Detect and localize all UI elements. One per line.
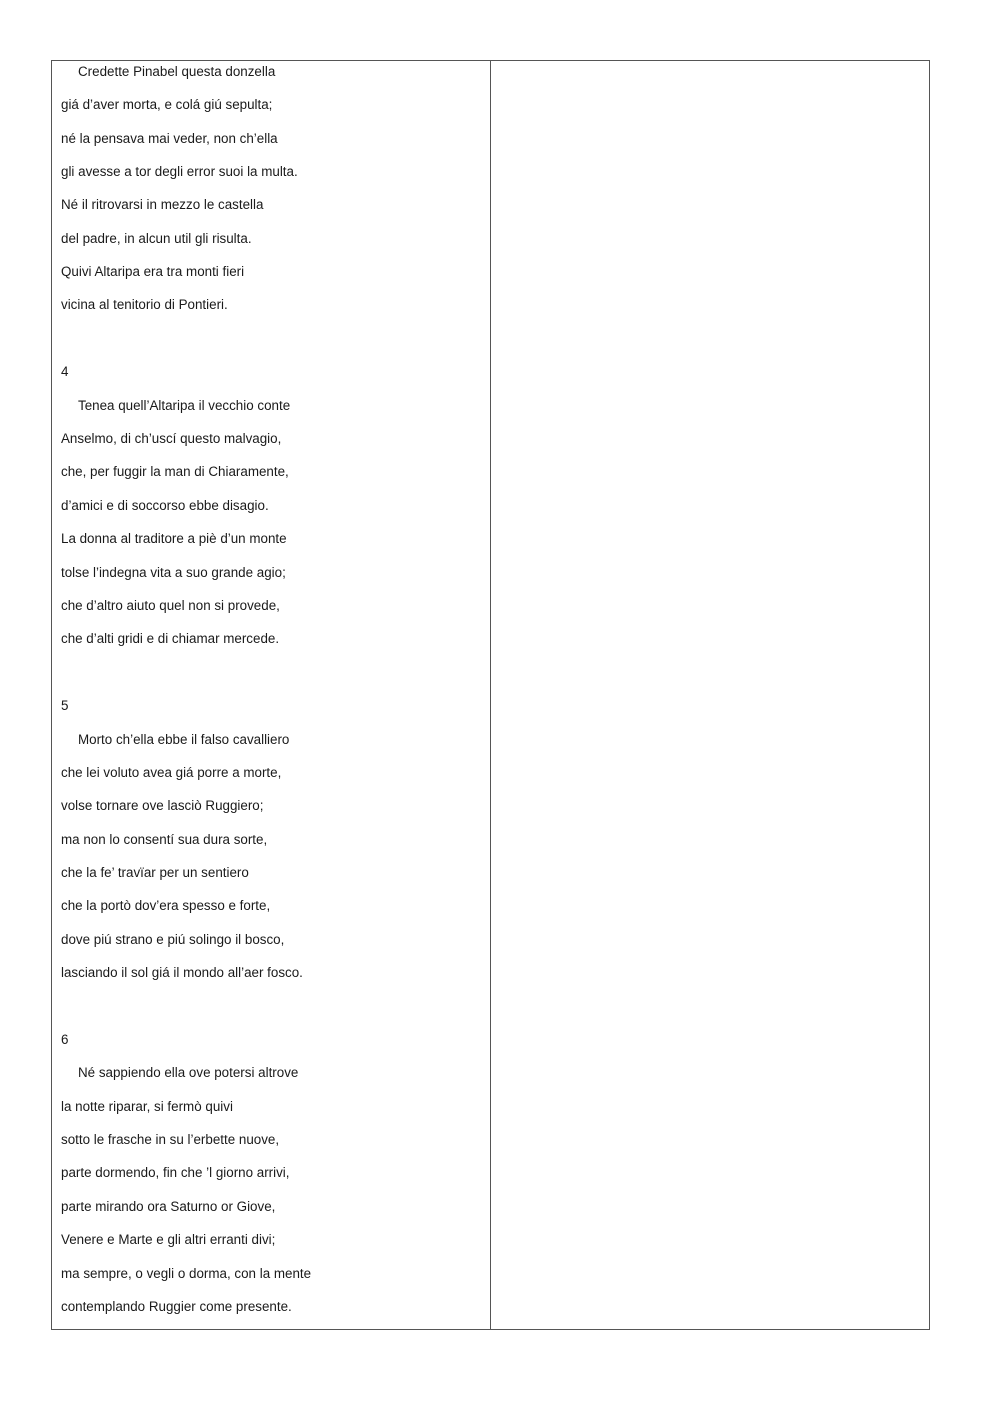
verse-line: tolse l’indegna vita a suo grande agio;: [61, 565, 286, 580]
verse-line: parte mirando ora Saturno or Giove,: [61, 1199, 276, 1214]
column-divider: [490, 60, 491, 1330]
verse-line: che la fe’ travïar per un sentiero: [61, 865, 249, 880]
verse-line: Né il ritrovarsi in mezzo le castella: [61, 197, 264, 212]
verse-line: che d’alti gridi e di chiamar mercede.: [61, 631, 280, 646]
verse-line: Venere e Marte e gli altri erranti divi;: [61, 1232, 276, 1247]
verse-line: vicina al tenitorio di Pontieri.: [61, 297, 228, 312]
verse-line: Quivi Altaripa era tra monti fieri: [61, 264, 245, 279]
verse-line: giá d’aver morta, e colá giú sepulta;: [61, 97, 273, 112]
verse-line: Anselmo, di ch’uscí questo malvagio,: [61, 431, 282, 446]
verse-line: del padre, in alcun util gli risulta.: [61, 231, 252, 246]
verse-line: sotto le frasche in su l’erbette nuove,: [61, 1132, 280, 1147]
verse-line: volse tornare ove lasciò Ruggiero;: [61, 798, 264, 813]
stanza-number: 5: [61, 698, 69, 713]
verse-line: che lei voluto avea giá porre a morte,: [61, 765, 282, 780]
verse-line: che la portò dov’era spesso e forte,: [61, 898, 271, 913]
verse-line: Credette Pinabel questa donzella: [78, 64, 276, 79]
verse-line: Né sappiendo ella ove potersi altrove: [78, 1065, 299, 1080]
verse-line: d’amici e di soccorso ebbe disagio.: [61, 498, 269, 513]
verse-line: La donna al traditore a piè d’un monte: [61, 531, 287, 546]
verse-line: che, per fuggir la man di Chiaramente,: [61, 464, 289, 479]
text-column-right-empty: [500, 60, 920, 1330]
stanza-number: 6: [61, 1032, 69, 1047]
verse-line: contemplando Ruggier come presente.: [61, 1299, 292, 1314]
verse-line: Tenea quell’Altaripa il vecchio conte: [78, 398, 291, 413]
verse-line: la notte riparar, si fermò quivi: [61, 1099, 233, 1114]
verse-line: parte dormendo, fin che ’l giorno arrivi,: [61, 1165, 290, 1180]
verse-line: lasciando il sol giá il mondo all’aer fosco.: [61, 965, 303, 980]
stanza-number: 4: [61, 364, 69, 379]
verse-line: ma sempre, o vegli o dorma, con la mente: [61, 1266, 312, 1281]
verse-line: gli avesse a tor degli error suoi la multa.: [61, 164, 298, 179]
verse-line: dove piú strano e piú solingo il bosco,: [61, 932, 285, 947]
verse-line: né la pensava mai veder, non ch’ella: [61, 131, 278, 146]
verse-line: ma non lo consentí sua dura sorte,: [61, 832, 268, 847]
verse-line: Morto ch’ella ebbe il falso cavalliero: [78, 732, 290, 747]
verse-line: che d’altro aiuto quel non si provede,: [61, 598, 280, 613]
